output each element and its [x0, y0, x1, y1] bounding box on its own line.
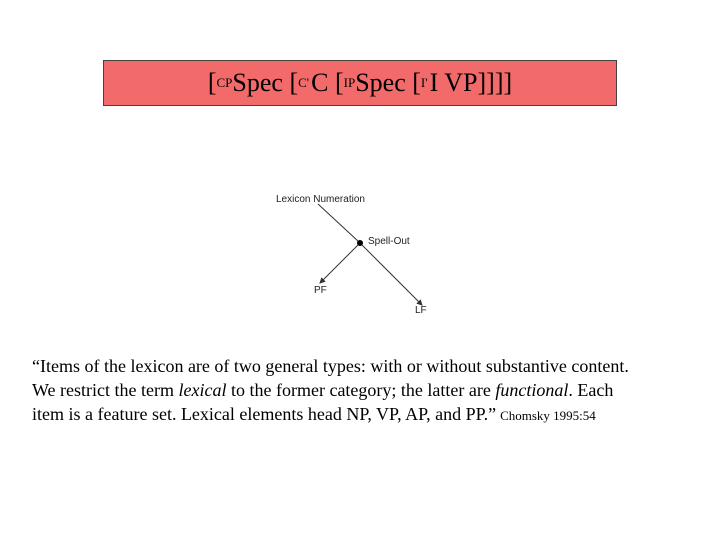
spellout-node [357, 240, 363, 246]
lf-label: LF [415, 305, 427, 316]
derivation-line-to-spellout [318, 204, 359, 242]
quote-line-2-b: to the former category; the latter are [226, 380, 496, 400]
title-c: C [ [311, 68, 344, 97]
quote-line-2 [32, 378, 702, 402]
title-spec-2: Spec [ [355, 68, 421, 97]
title-spec-1: Spec [ [232, 68, 299, 97]
title-bracket-open: [ [207, 68, 217, 97]
lexicon-numeration-label: Lexicon Numeration [276, 194, 365, 205]
derivation-line-to-pf [320, 244, 359, 283]
title-sub-cp: CP [216, 75, 233, 90]
title-sub-i-bar: I' [420, 75, 428, 90]
quote-term-functional: functional [495, 380, 569, 400]
quote-line-1: “Items of the lexicon are of two general types: with or without substantive content. [32, 356, 629, 376]
quote-line-3-text: item is a feature set. Lexical elements head NP, VP, AP, and PP.” [32, 404, 497, 424]
pf-label: PF [314, 285, 327, 296]
derivation-line-to-lf [361, 244, 422, 305]
spellout-label: Spell-Out [368, 236, 410, 247]
quote-citation: Chomsky 1995:54 [500, 408, 596, 423]
chomsky-quote [32, 354, 702, 428]
quote-line-2-a: We restrict the term [32, 380, 179, 400]
quote-line-3 [32, 402, 702, 428]
quote-term-lexical: lexical [178, 380, 227, 400]
title-sub-c-bar: C' [298, 75, 310, 90]
title-sub-ip: IP [343, 75, 356, 90]
title-tail: I VP]]]] [429, 68, 513, 97]
quote-line-2-c: . Each [568, 380, 614, 400]
